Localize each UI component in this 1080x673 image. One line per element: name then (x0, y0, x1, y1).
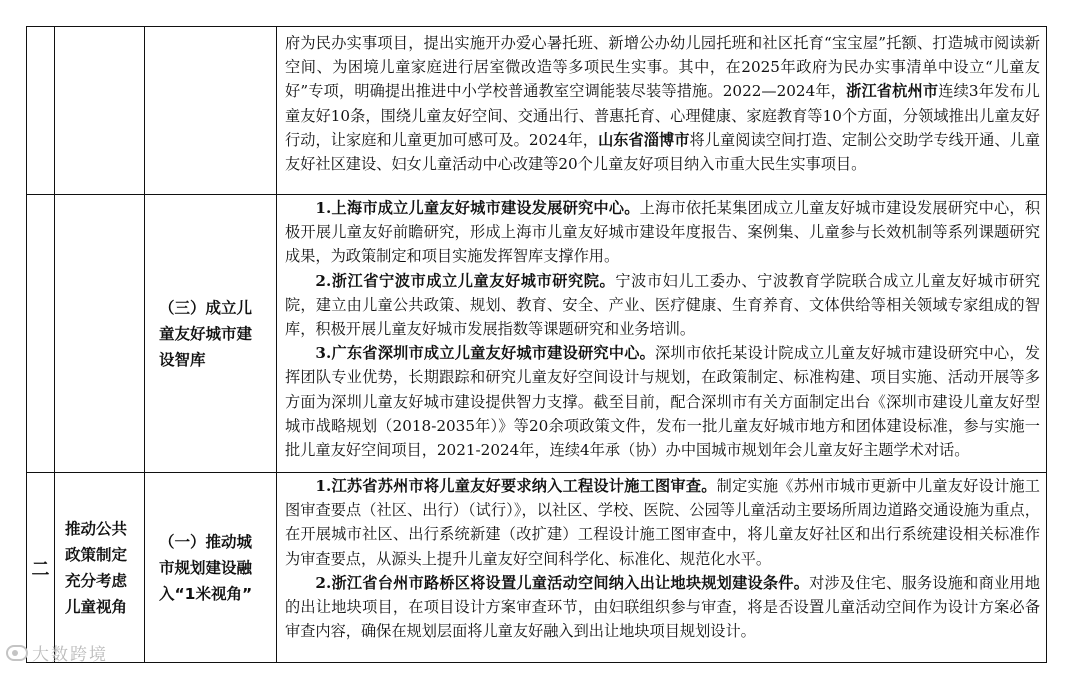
policy-table (26, 26, 1047, 663)
content-text: 连续3年发布儿童友好10条，围绕儿童友好空间、交通出行、普惠托育、心理健康、家庭教育等10个方面，分领域推出儿童友好行动，让家庭和儿童更加可感可及。2024年， (285, 82, 1040, 149)
section-subtitle: （三）成立儿童友好城市建设智库 (159, 298, 253, 369)
content-cell (277, 195, 1047, 473)
content-cell (277, 27, 1047, 195)
category-cell-empty (55, 195, 145, 473)
item-heading: 2.浙江省宁波市成立儿童友好城市研究院。 (315, 271, 616, 290)
section-number: 二 (31, 558, 50, 580)
number-cell (27, 473, 55, 663)
category-cell-empty (55, 27, 145, 195)
item-text: 对涉及住宅、服务设施和商业用地的出让地块项目，在项目设计方案审查环节，由妇联组织参与审查，将是否设置儿童活动空间作为设计方案必备审查内容，确保在规划层面将儿童友好融入到出让地块项目规划设计。 (285, 573, 1041, 641)
item-heading: 1.上海市成立儿童友好城市建设发展研究中心。 (315, 199, 640, 217)
content-text: 将儿童阅读空间打造、定制公交助学专线开通、儿童友好社区建设、妇女儿童活动中心改建等20个儿童友好项目纳入市重大民生实事项目。 (285, 130, 1041, 174)
city-name: 浙江省杭州市 (846, 82, 939, 101)
watermark-text: 大数跨境 (32, 645, 108, 665)
content-cell (277, 473, 1047, 663)
brand-logo-icon (6, 645, 28, 661)
category-cell (55, 473, 145, 663)
number-cell-empty (27, 195, 55, 473)
watermark (6, 640, 108, 665)
table-row (27, 195, 1047, 473)
item-heading: 3.广东省深圳市成立儿童友好城市建设研究中心。 (315, 344, 656, 363)
section-subtitle: （一）推动城市规划建设融入“1米视角” (159, 532, 253, 603)
item-text: 制定实施《苏州市城市更新中儿童友好设计施工图审查要点（社区、出行）（试行）》，以社区、学校、医院、公园等儿童活动主要场所周边道路交通设施为重点，在开展城市社区、出行系统新建（改扩建）工程设计施工图审查中，将儿童友好社区和出行系统建设相关标准作为审查要点，从源头上提升儿童友好空间科学化、标准化、规范化水平。 (285, 477, 1040, 568)
item-text: 深圳市依托某设计院成立儿童友好城市建设研究中心，发挥团队专业优势，长期跟踪和研究儿童友好空间设计与规划，在政策制定、标准构建、项目实施、活动开展等多方面为深圳儿童友好城市建设提供智力支撑。截至目前，配合深圳市有关方面制定出台《深圳市建设儿童友好型城市战略规划（2018-2035年）》等20余项政策文件，发布一批儿童友好城市地方和团体建设标准，参与实施一批儿童友好空间项目，2021-2024年，连续4年承（协）办中国城市规划年会儿童友好主题学术对话。 (285, 344, 1041, 460)
item-heading: 1.江苏省苏州市将儿童友好要求纳入工程设计施工图审查。 (315, 477, 717, 495)
table-row (27, 27, 1047, 195)
table-row (27, 473, 1047, 663)
item-text: 宁波市妇儿工委办、宁波教育学院联合成立儿童友好城市研究院，建立由儿童公共政策、规划、教育、安全、产业、医疗健康、生育养育、文体供给等相关领域专家组成的智库，积极开展儿童友好城市发展指数等课题研究和业务培训。 (285, 271, 1040, 339)
number-cell-empty (27, 27, 55, 195)
subtitle-cell (145, 473, 277, 663)
subtitle-cell-empty (145, 27, 277, 195)
item-heading: 2.浙江省台州市路桥区将设置儿童活动空间纳入出让地块规划建设条件。 (315, 573, 810, 592)
city-name: 山东省淄博市 (598, 130, 690, 149)
subtitle-cell (145, 195, 277, 473)
content-text: 府为民办实事项目，提出实施开办爱心暑托班、新增公办幼儿园托班和社区托育“宝宝屋”托额、打造城市阅读新空间、为困境儿童家庭进行居室微改造等多项民生实事。其中，在2025年政府为民办实事清单中设立“儿童友好”专项，明确提出推进中小学校普通教室空调能装尽装等措施。2022—2024年， (285, 34, 1040, 101)
section-category: 推动公共政策制定充分考虑儿童视角 (65, 519, 128, 616)
item-text: 上海市依托某集团成立儿童友好城市建设发展研究中心，积极开展儿童友好前瞻研究，形成上海市儿童友好城市建设年度报告、案例集、儿童参与长效机制等系列课题研究成果，为政策制定和项目实施发挥智库支撑作用。 (285, 199, 1041, 266)
